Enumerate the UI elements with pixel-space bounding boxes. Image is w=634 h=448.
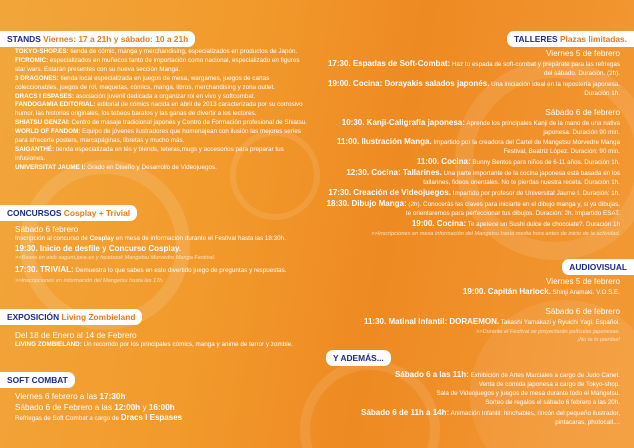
taller-item (320, 219, 620, 230)
audiovisual-saturday-time: 11:30. (363, 316, 387, 326)
softcombat-time-2: 16:00h (148, 403, 175, 412)
taller-name: Cocina: Dorayakis salados japonés. (350, 78, 490, 88)
softcombat-saturday-text: Sábado 6 de Febrero a las (15, 403, 115, 412)
stand-item (15, 119, 310, 128)
taller-name: Cocina: Tallarines. (369, 168, 442, 178)
trivial-label: 17:30. TRIVIAL: (15, 265, 74, 275)
stand-description: Grado en Diseño y Desarrollo de Videojuegos. (85, 163, 217, 171)
stand-item (15, 146, 310, 164)
taller-description: (2h). Conocerás las claves para iniciarte en el dibujo manga y, si ya dibujas, te orientaremos para perfeccionar tus dibujos. Duración: 2h. Impartido ESAT. (405, 200, 620, 217)
trivial-note: >>Inscripciones en información del Mangetsu hasta las 17h. (15, 277, 164, 284)
stand-description: Centro de masaje tradicional japonés y Centro de Formación profesional de Shiatsu. (69, 119, 308, 127)
taller-name: Kanji-Caligrafía japonesa: (364, 117, 465, 127)
ademas-item (320, 381, 620, 390)
stand-item (15, 48, 310, 57)
softcombat-organizer: Dracs I Espases (120, 413, 183, 422)
talleres-heading (507, 31, 634, 47)
taller-description: Una iniciación ideal en la repostería japonesa. Duración 1h. (489, 80, 620, 97)
taller-time: 19:00. (411, 218, 435, 228)
exposicion-heading (0, 309, 142, 325)
taller-name: Espadas de Soft-Combat: (350, 59, 451, 68)
taller-name: Cocina: (434, 218, 467, 228)
cosplay-inscription-rest: en mesa de información durante el Festival hasta las 18:30h. (114, 235, 286, 242)
taller-name: Ilustración Manga. (359, 137, 432, 147)
taller-item (320, 199, 620, 219)
cosplay-parade: 19:30. Inicio de desfile y Concurso Cosplay. (15, 243, 182, 253)
ademas-text: Sorteo de regalos el sábado 6 febrero a las 20h. (485, 398, 620, 406)
stand-item (15, 75, 310, 93)
concursos-subtitle: Cosplay + Trivial (63, 208, 131, 218)
stand-name: DRACS I ESPASES: (15, 92, 75, 100)
stand-name: WORLD OF FANDOM: (15, 128, 81, 136)
zombieland-text: Un recorrido por los principales cómics, manga y anime de terror y zombie. (81, 341, 293, 348)
exposicion-subtitle: Living Zombieland (61, 312, 136, 322)
taller-item (320, 157, 620, 168)
ademas-title: Y ADEMÁS... (333, 353, 384, 363)
ademas-item (320, 390, 620, 399)
trivial-line (15, 265, 310, 277)
ademas-heading (326, 350, 391, 366)
stands-list (15, 48, 310, 173)
ademas-text: Animación Infantil: hinchables, rincón del pequeño ilustrador, (449, 409, 620, 417)
taller-name: Creación de Videojuegos. (351, 187, 451, 197)
stand-item (15, 93, 310, 102)
concursos-body (15, 222, 310, 285)
softcombat-refriegas (15, 413, 310, 424)
taller-item (320, 168, 620, 188)
exposicion-dates: Del 18 de Enero al 14 de Febrero (15, 331, 137, 340)
stand-name: 3 DRAGONES: (15, 74, 59, 82)
concursos-title: CONCURSOS (7, 208, 62, 218)
audiovisual-heading (562, 259, 634, 275)
audiovisual-saturday-title: Matinal Infantil: DORAEMON. (386, 316, 500, 326)
stand-name: SHIATSU GENZAI: (15, 119, 70, 127)
audiovisual-friday-text: Shinji Aramaki. V.O.S.E. (550, 289, 620, 296)
stand-description: tienda especializada en tés y blends, teteras,mugs y accesorios para preparar tus infusiones. (15, 145, 284, 162)
talleres-friday-day: Viernes 5 de febrero (545, 49, 620, 58)
cosplay-inscription (15, 235, 310, 244)
stand-name: FANDOGAMIA EDITORIAL: (15, 101, 96, 109)
softcombat-friday-time: 17:30h (99, 392, 126, 401)
concursos-day: Sábado 6 febrero (15, 225, 79, 234)
audiovisual-friday-title: Capitán Harlock. (485, 287, 551, 296)
stand-name: UNIVERSITAT JAUME I: (15, 163, 86, 171)
stands-heading (0, 31, 195, 47)
audiovisual-friday-time: 19:00. (462, 287, 486, 296)
taller-description: Una parte importante de la cocina japonesa está basada en los tallarines, fideos orientales. No te pierdas nuestra receta. Duración 1h. (423, 170, 620, 187)
softcombat-body (15, 389, 310, 424)
stand-item (15, 128, 310, 146)
softcombat-saturday (15, 402, 310, 413)
exposicion-body (15, 328, 310, 350)
cosplay-inscription-text: Inscripción al concurso de (15, 235, 90, 242)
ademas-item (320, 370, 620, 381)
taller-item (320, 118, 620, 138)
talleres-saturday-list (320, 118, 620, 230)
ademas-item (320, 419, 620, 428)
concursos-heading (0, 205, 137, 221)
taller-description: Impartido por la creadora del Cartel de Mangetsu Morvedre Manga Festival, Beatriz López. Duración: 90 min. (431, 139, 620, 156)
talleres-body (320, 46, 620, 238)
taller-time: 10:30. (341, 117, 365, 127)
audiovisual-note-2: ¡No te lo pierdas! (577, 336, 620, 343)
talleres-note: >>Inscripciones en mesa información del Mangetsu hasta media hora antes de inicio de la actividad. (371, 230, 620, 237)
ademas-item (320, 399, 620, 408)
taller-time: 11:00. (416, 157, 440, 167)
ademas-text: Exhibición de Artes Marciales a cargo de Judo Canet. (468, 372, 620, 379)
trivial-text: Demuestra lo que sabes en este divertido juego de preguntas y respuestas. (73, 267, 287, 275)
softcombat-title: SOFT COMBAT (7, 375, 68, 385)
taller-time: 17:30. (327, 59, 351, 68)
cosplay-note: >>Bases en web sagunt.jove.es y facebook Mangetsu Morvedre Manga Festival. (15, 255, 216, 262)
talleres-friday-list (320, 59, 620, 99)
taller-description: Impartido por profesor de Universitat Jaume I. Duración: 1h. (450, 189, 620, 197)
audiovisual-note: >>Durante el Festival se proyectarán películas japonesas. (476, 328, 620, 335)
stand-name: SAIGANTHÉ: (15, 145, 55, 153)
softcombat-friday (15, 391, 310, 402)
taller-item (320, 137, 620, 157)
stand-name: TOKYO-SHOP.ES: (15, 48, 69, 55)
ademas-text: Venta de comida japonesa a cargo de Tokyo-shop. (478, 380, 620, 388)
zombieland-label: LIVING ZOMBIELAND: (15, 341, 82, 348)
stand-name: FICROMIC: (15, 56, 49, 64)
taller-item (320, 188, 620, 199)
talleres-saturday-day: Sábado 6 de febrero (545, 107, 620, 117)
stand-description: asociación juvenil dedicada a organizar rol en vivo y softcombat. (74, 92, 256, 100)
exposicion-line (15, 341, 310, 350)
audiovisual-saturday-day: Sábado 6 de febrero (545, 306, 620, 316)
stand-item (15, 101, 310, 119)
taller-item (320, 79, 620, 99)
softcombat-and: y (140, 403, 149, 412)
taller-time: 11:00. (336, 137, 360, 147)
taller-time: 12:30. (346, 168, 370, 178)
taller-time: 19:00. (328, 78, 351, 88)
softcombat-time-1: 12:00h (114, 403, 141, 412)
ademas-body (320, 370, 620, 427)
softcombat-heading (0, 372, 75, 388)
taller-time: 17:30. (328, 187, 352, 197)
stand-description: tienda local especializada en juegos de mesa, wargames, juegos de cartas coleccionables, juegos de rol, maquetas, cómics, manga, libros, merchandising y zona outlet. (15, 74, 276, 91)
taller-description: Bunny Bentos para niños de 6-11 años. Duración 1h. (470, 159, 620, 167)
audiovisual-saturday-text: Takashi Yamakazi y Ryuichi Yagi. Español. (499, 318, 620, 326)
audiovisual-saturday-item (320, 317, 620, 328)
taller-time: 18:30. (326, 198, 350, 208)
stand-item (15, 57, 310, 75)
talleres-title: TALLERES (514, 34, 558, 44)
ademas-when: Sábado 6 a las 11h: (394, 370, 469, 379)
audiovisual-friday-item (320, 287, 620, 298)
taller-name: Dibujo Manga: (349, 198, 407, 208)
talleres-subtitle: Plazas limitadas. (559, 34, 627, 44)
taller-description: Aprende los principales Kanji de la mano de una nativa japonesa. Duración 90 min. (464, 119, 620, 136)
stand-description: especializados en muñecos tanto de importación como nacional, especializado en figures star wars. Estarán presentes con su nueva sección Manga. (15, 56, 300, 73)
stand-item (15, 164, 310, 173)
ademas-text: Sala de Videojuegos y juegos de mesa durante todo el Mangetsu. (436, 389, 620, 397)
cosplay-word: Cosplay (89, 235, 115, 242)
audiovisual-body (320, 274, 620, 344)
stand-description: Equipo de jóvenes ilustradores que homenajean con ilusión las mejores series para afrecerte posters, marcapáginas, libretas y mucho más. (15, 128, 301, 145)
audiovisual-friday-day: Viernes 5 de febrero (545, 277, 620, 286)
taller-name: Cocina: (439, 157, 471, 167)
stands-title: STANDS (7, 34, 41, 44)
audiovisual-title: AUDIOVISUAL (569, 262, 627, 272)
taller-description: Haz tu espada de soft-combat y prepárate para las refriegas del sábado. Duración. (2h). (450, 61, 620, 77)
taller-item (320, 59, 620, 79)
exposicion-title: EXPOSICIÓN (7, 312, 60, 322)
stands-hours: Viernes: 17 a 21h y sábado: 10 a 21h (43, 34, 189, 44)
ademas-when: Sábado 6 de 11h a 14h: (361, 407, 450, 417)
stand-description: editorial de cómics nacida en abril de 2013 caracterizada por su corrosivo humor, las historias originales, los tebeos baratos y las ganas de divertir a los lectores. (15, 101, 303, 118)
taller-description: Te apetece un Sushi dulce de chocolate?. Duración 1h (466, 220, 620, 228)
ademas-item (320, 408, 620, 419)
ademas-text: pintacaras, photocall.... (555, 418, 620, 426)
softcombat-refriegas-text: Refriegas de Soft Combat a cargo de (15, 415, 121, 422)
stand-description: tienda de cómic, manga y merchandising, especializados en productos de Japón. (68, 48, 298, 55)
softcombat-friday-text: Viernes 6 febrero a las (15, 392, 100, 401)
